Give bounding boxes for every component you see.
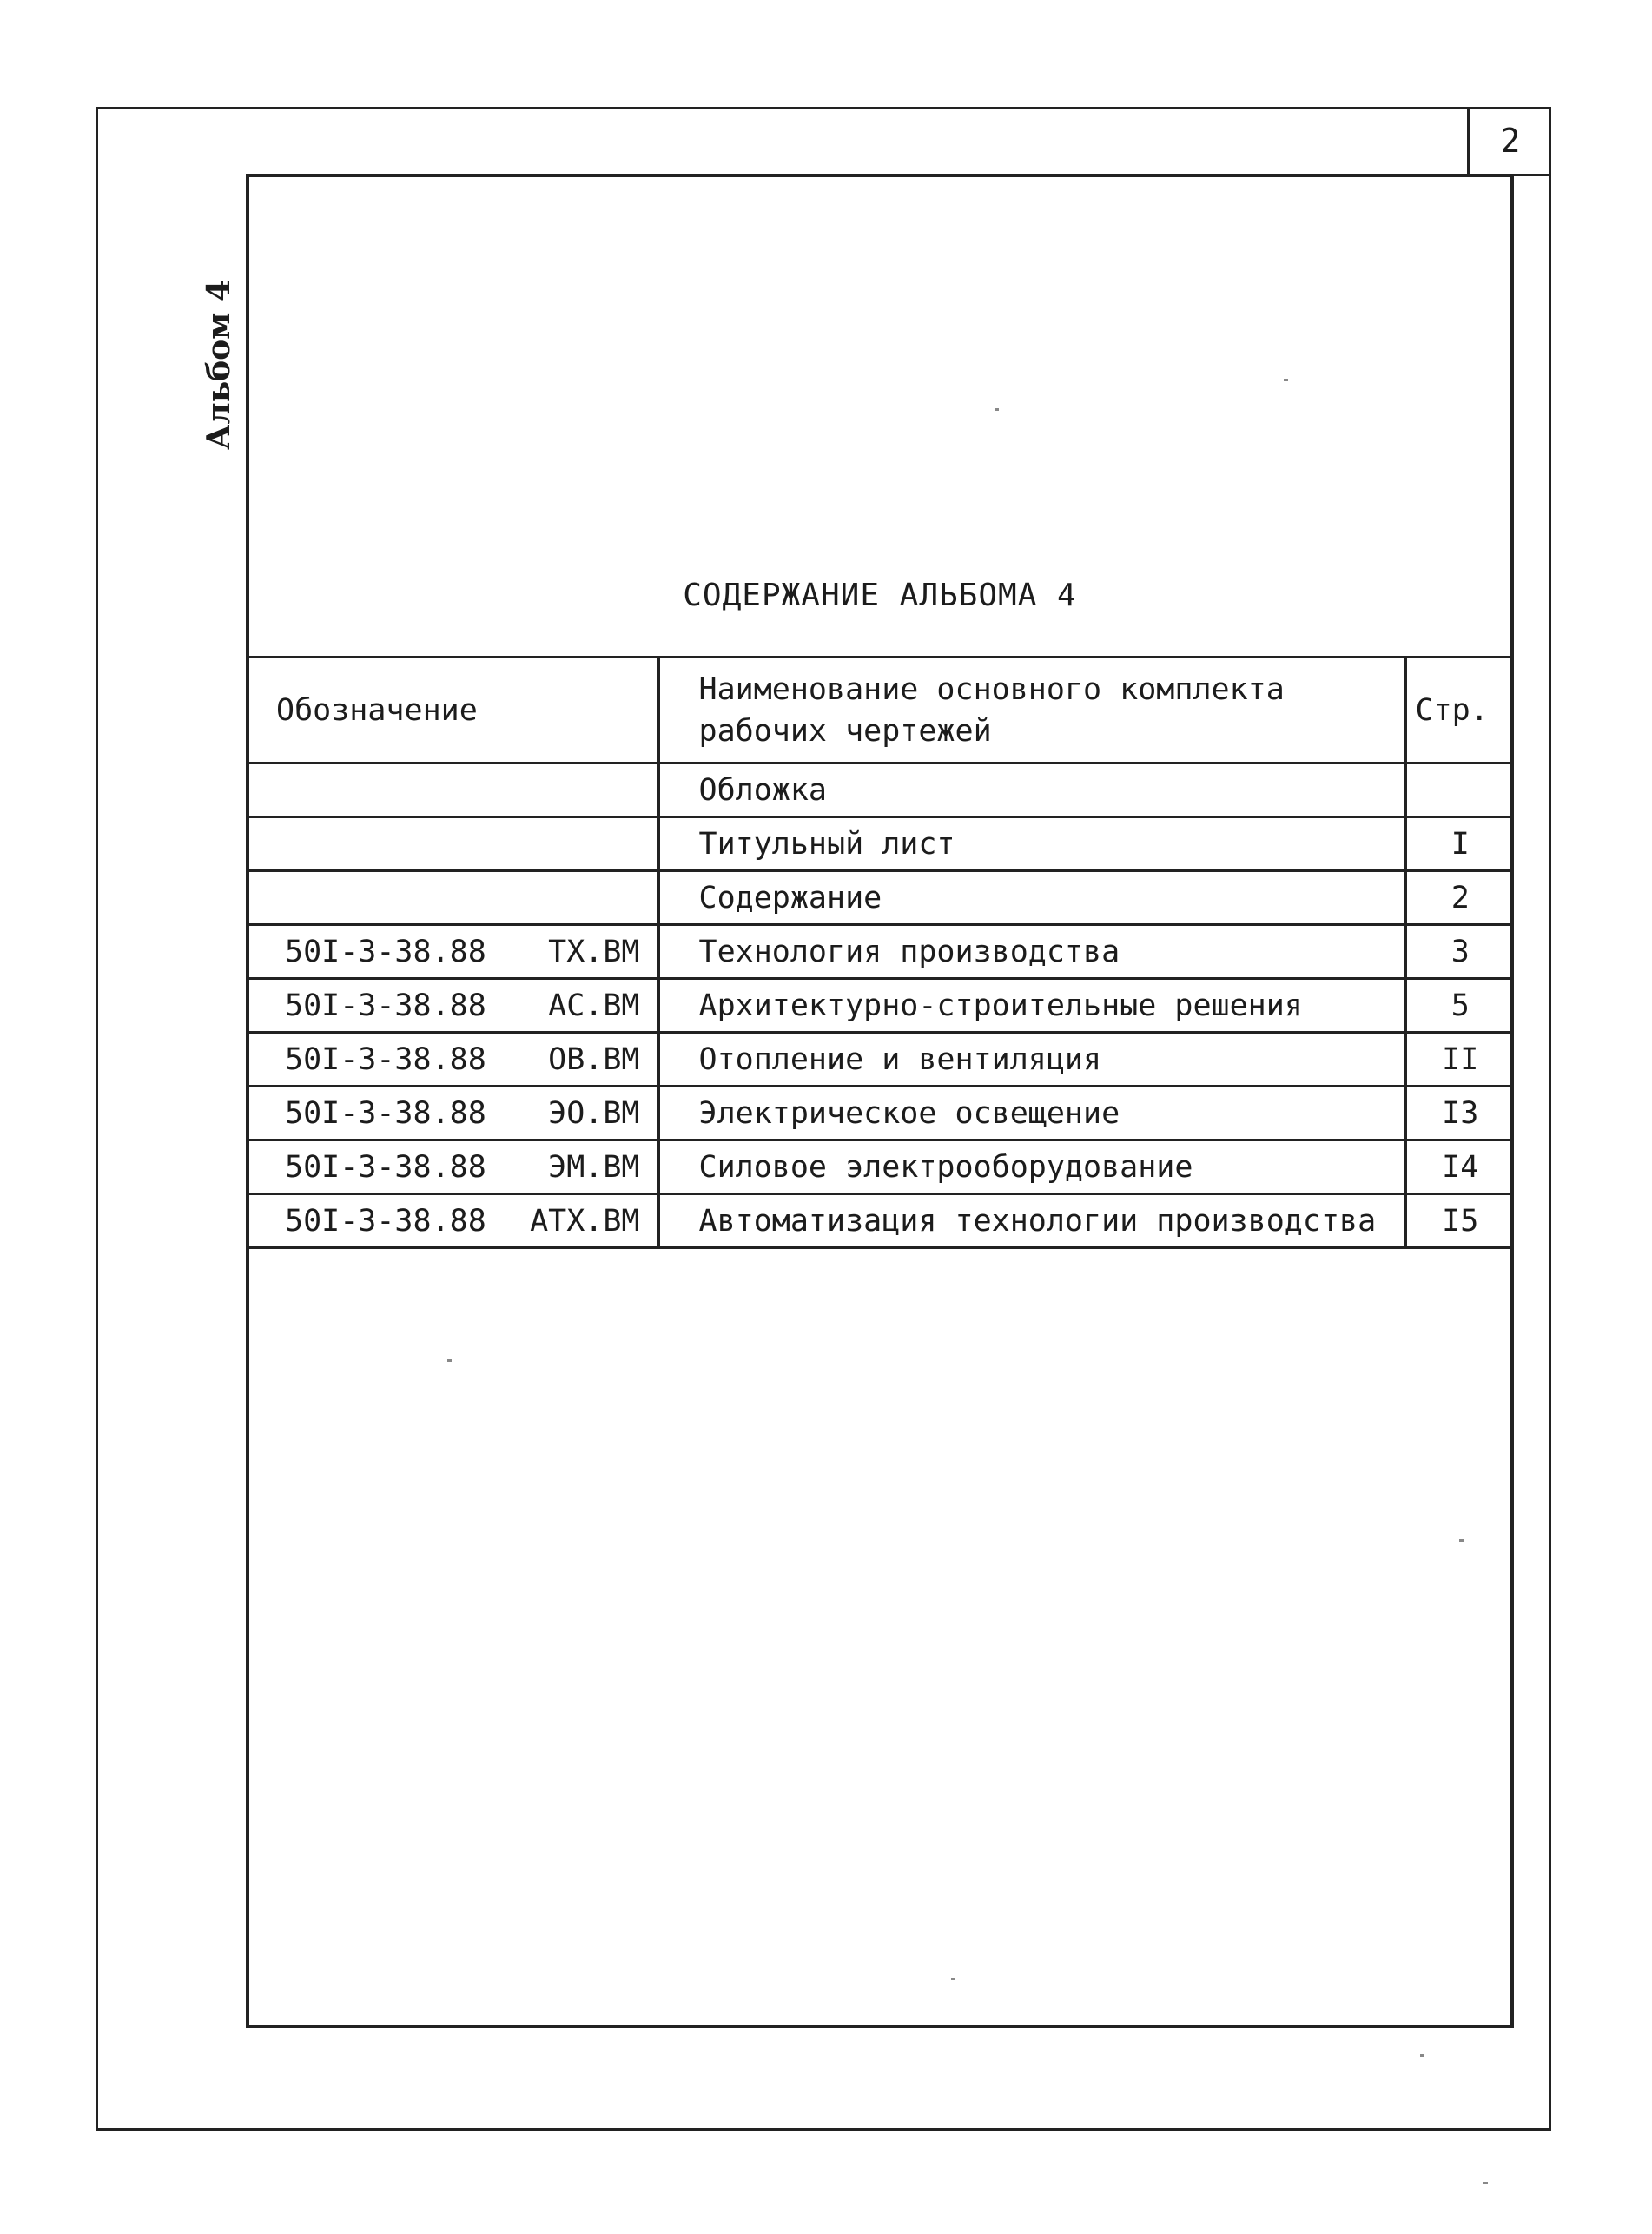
row-code: 50I-3-38.88 [285, 1095, 486, 1131]
table-header-row [246, 658, 1514, 763]
row-code: 50I-3-38.88 [285, 1149, 486, 1185]
row-name: Автоматизация технологии производства [658, 1194, 1405, 1248]
row-page: II [1405, 1033, 1514, 1087]
row-suffix: АТХ.ВМ [530, 1203, 640, 1239]
header-name-line2: рабочих чертежей [698, 713, 992, 749]
scan-speck [1459, 1539, 1464, 1542]
scan-speck [447, 1359, 452, 1362]
row-page: 5 [1405, 979, 1514, 1033]
header-page: Стр. [1405, 658, 1514, 763]
scan-speck [951, 1978, 955, 1980]
table-row [246, 871, 1514, 925]
row-suffix: ТХ.ВМ [548, 934, 640, 969]
row-page: 3 [1405, 925, 1514, 979]
page-number: 2 [1467, 107, 1551, 176]
album-side-label: Альбом 4 [201, 279, 237, 451]
scan-speck [995, 408, 999, 411]
row-code: 50I-3-38.88 [285, 934, 486, 969]
row-page: I [1405, 817, 1514, 871]
scan-speck [1284, 379, 1288, 381]
row-suffix: ЭО.ВМ [548, 1095, 640, 1131]
row-page: I4 [1405, 1140, 1514, 1194]
row-name: Отопление и вентиляция [658, 1033, 1405, 1087]
row-page: I3 [1405, 1087, 1514, 1140]
contents-table [246, 656, 1514, 1249]
row-suffix: ОВ.ВМ [548, 1041, 640, 1077]
row-name: Архитектурно-строительные решения [658, 979, 1405, 1033]
table-row [246, 817, 1514, 871]
row-name: Содержание [658, 871, 1405, 925]
row-page: 2 [1405, 871, 1514, 925]
table-row [246, 1140, 1514, 1194]
table-row [246, 979, 1514, 1033]
scan-speck [1420, 2054, 1424, 2057]
header-name-line1: Наименование основного комплекта [698, 671, 1285, 707]
row-code-cell [246, 925, 658, 979]
row-name: Титульный лист [658, 817, 1405, 871]
document-title: СОДЕРЖАНИЕ АЛЬБОМА 4 [683, 578, 1077, 613]
row-code-cell [246, 1194, 658, 1248]
table-row [246, 763, 1514, 817]
row-name: Электрическое освещение [658, 1087, 1405, 1140]
row-name: Обложка [658, 763, 1405, 817]
header-name [658, 658, 1405, 763]
row-code: 50I-3-38.88 [285, 1203, 486, 1239]
row-code: 50I-3-38.88 [285, 1041, 486, 1077]
row-code-cell [246, 1140, 658, 1194]
table-row [246, 1033, 1514, 1087]
row-name: Технология производства [658, 925, 1405, 979]
row-suffix: АС.ВМ [548, 988, 640, 1023]
row-page [1405, 763, 1514, 817]
table-row [246, 1087, 1514, 1140]
row-code-cell [246, 763, 658, 817]
row-code-cell [246, 979, 658, 1033]
table-row [246, 925, 1514, 979]
row-suffix: ЭМ.ВМ [548, 1149, 640, 1185]
row-code: 50I-3-38.88 [285, 988, 486, 1023]
table-row [246, 1194, 1514, 1248]
row-code-cell [246, 817, 658, 871]
scan-speck [1483, 2182, 1488, 2184]
row-code-cell [246, 871, 658, 925]
row-name: Силовое электрооборудование [658, 1140, 1405, 1194]
header-code: Обозначение [246, 658, 658, 763]
row-page: I5 [1405, 1194, 1514, 1248]
row-code-cell [246, 1033, 658, 1087]
row-code-cell [246, 1087, 658, 1140]
